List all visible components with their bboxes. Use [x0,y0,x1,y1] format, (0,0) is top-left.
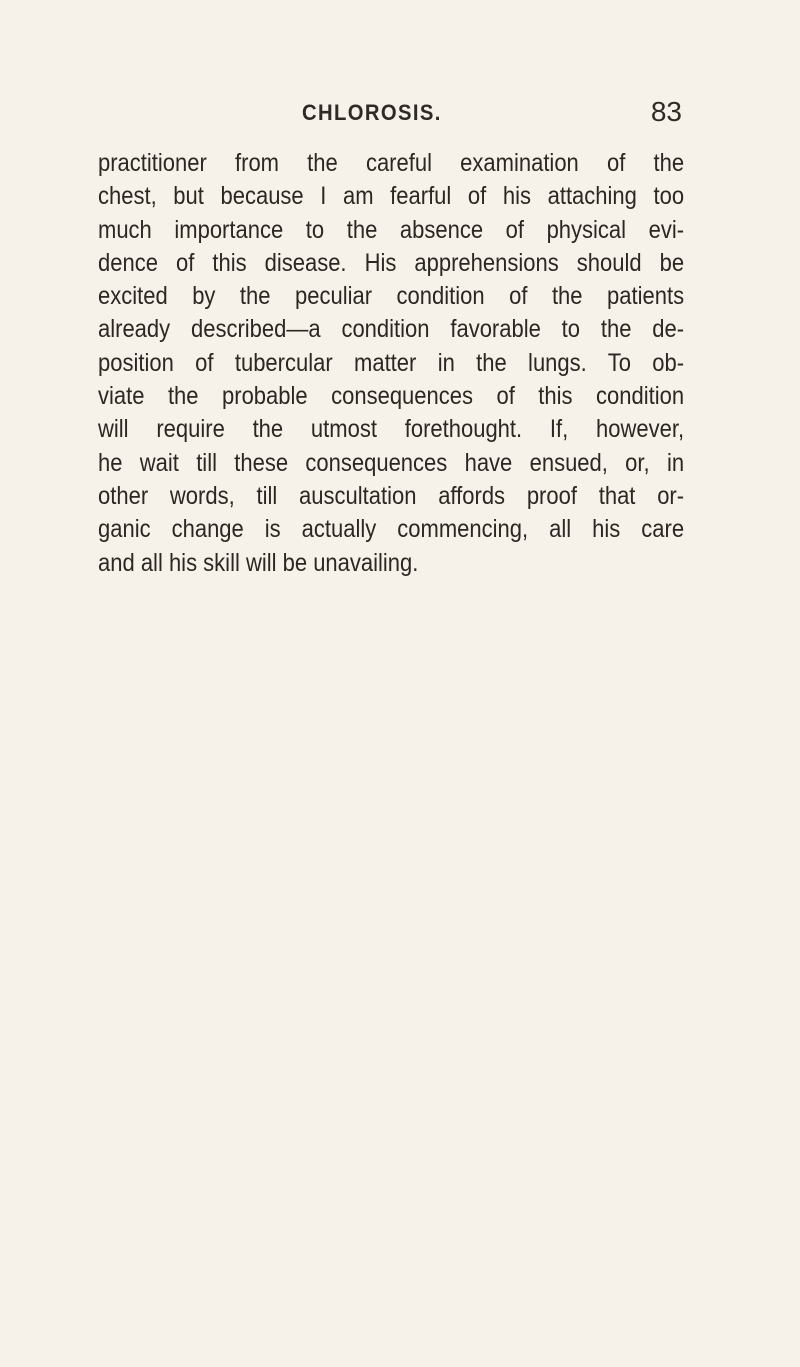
text-line: will require the utmost forethought. If, however, [98,415,685,444]
text-line: other words, till auscultation affords proof that or- [98,481,685,510]
text-line: chest, but because I am fearful of his attaching too [98,182,685,211]
text-line: much importance to the absence of physical evi- [98,215,685,244]
text-line: he wait till these consequences have ensued, or, in [98,448,685,477]
text-line: practitioner from the careful examination of the [98,149,685,177]
text-line: ganic change is actually commencing, all his care [98,515,685,544]
text-line: viate the probable consequences of this condition [98,382,685,411]
running-head-title: CHLOROSIS. [302,100,442,125]
text-line: already described—a condition favorable to the de- [98,315,685,344]
body-paragraph [98,147,684,580]
text-line: excited by the peculiar condition of the patients [98,282,685,311]
page-number: 83 [650,96,682,127]
text-line: dence of this disease. His apprehensions should be [98,248,685,277]
text-line: and all his skill will be unavailing. [98,548,419,577]
running-head [302,96,682,130]
text-line: position of tubercular matter in the lungs. To ob- [98,348,685,377]
